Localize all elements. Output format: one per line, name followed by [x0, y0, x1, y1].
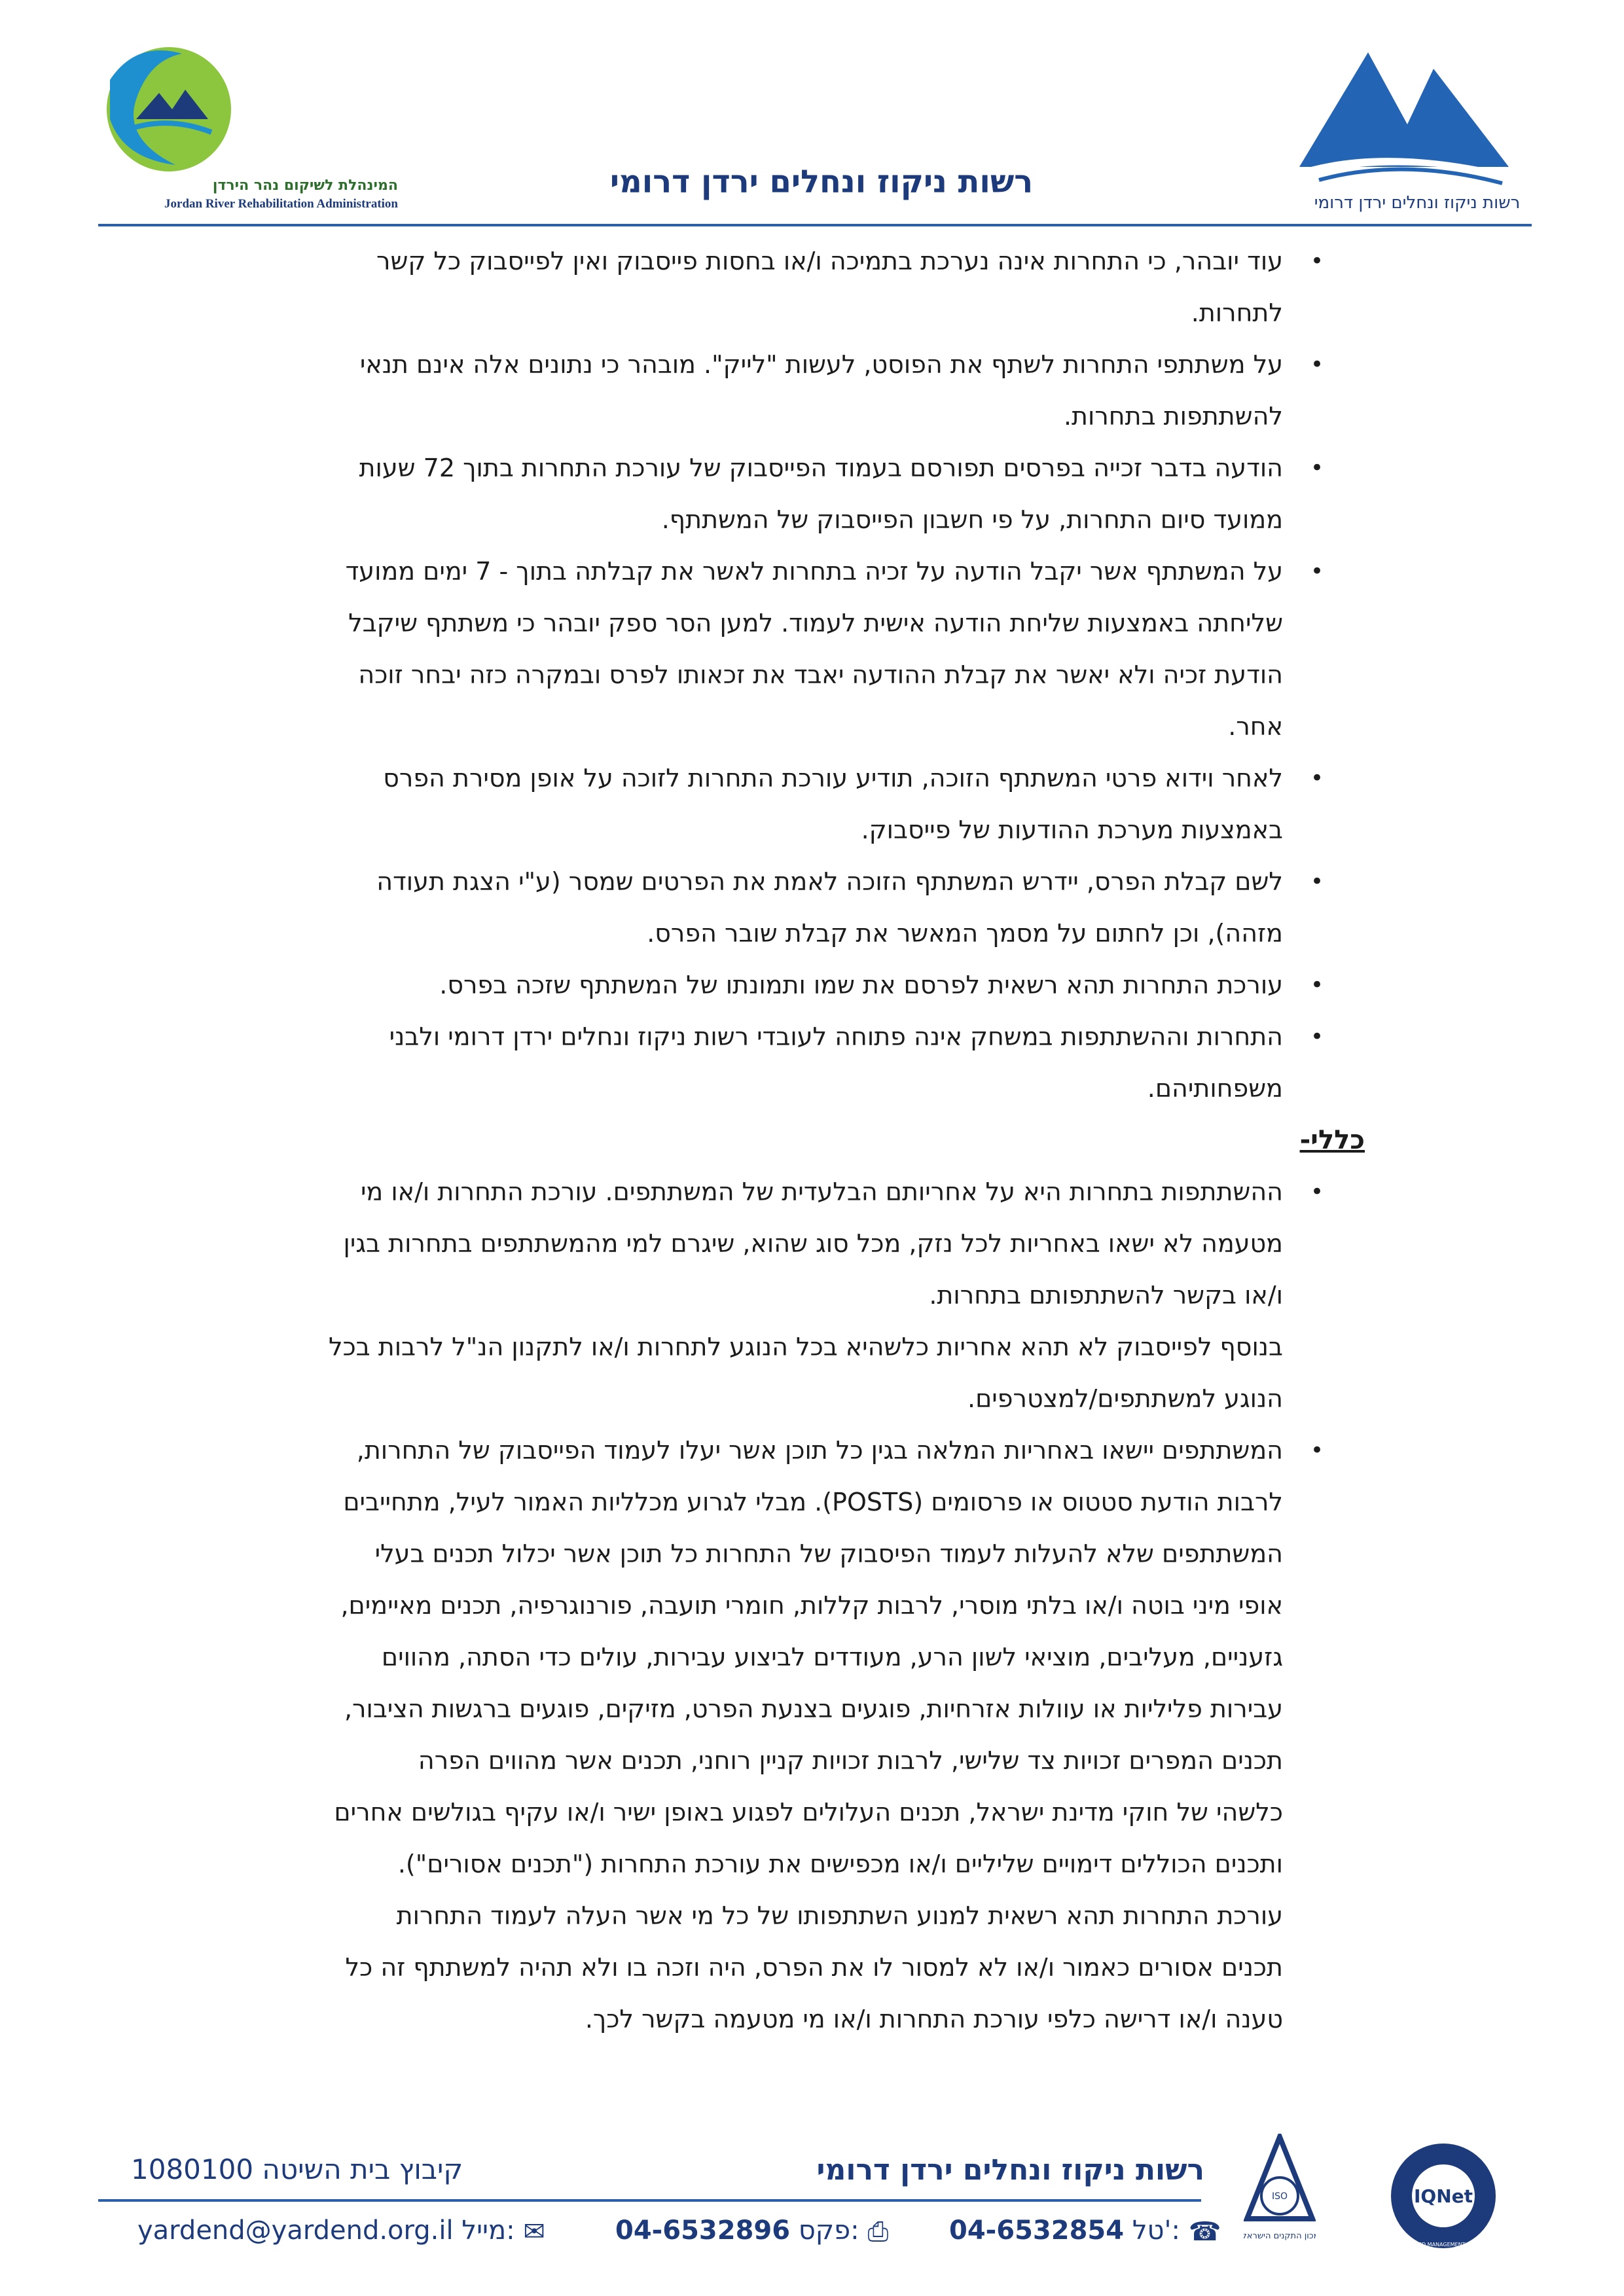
page-title: רשות ניקוז ונחלים ירדן דרומי	[609, 164, 1034, 200]
text-line: תכנים המפרים זכויות צד שלישי, לרבות זכויות קניין רוחני, תכנים אשר מהווים הפרה	[418, 1746, 1283, 1775]
text-line: הודעת זכיה ולא יאשר את קבלת ההודעה יאבד את זכאותו לפרס ובמקרה כזה יבחר זוכה	[358, 660, 1283, 689]
iqnet-badge	[1388, 2140, 1499, 2251]
text-line: שליחתה באמצעות שליחת הודעה אישית לעמוד. למען הסר ספק יובהר כי משתתף שיקבל	[348, 609, 1283, 637]
fax-icon: ⎙	[867, 2217, 889, 2247]
bullet-icon: •	[1310, 558, 1324, 584]
bullet-icon: •	[1310, 869, 1324, 895]
footer-org-name: רשות ניקוז ונחלים ירדן דרומי	[816, 2153, 1204, 2187]
fax-label: פקס:	[798, 2215, 859, 2246]
text-line: לשם קבלת הפרס, יידרש המשתתף הזוכה לאמת את הפרטים שמסר (ע"י הצגת תעודה	[376, 867, 1283, 896]
text-line: מזהה), וכן לחתום על מסמך המאשר את קבלת שובר הפרס.	[647, 919, 1283, 948]
mountains-icon	[1293, 46, 1542, 216]
text-line: התחרות וההשתתפות במשחק אינה פתוחה לעובדי רשות ניקוז ונחלים ירדן דרומי ולבני	[389, 1022, 1283, 1051]
text-line: מטעמה לא ישאו באחריות לכל נזק, מכל סוג שהוא, שיגרם למי מהמשתתפים בתחרות בגין	[343, 1229, 1283, 1258]
email-label: מייל:	[461, 2215, 515, 2246]
bullet-icon: •	[1310, 351, 1324, 378]
footer-address: קיבוץ בית השיטה 1080100	[131, 2153, 463, 2185]
rules-list	[249, 236, 1324, 1115]
phone-label: טל':	[1132, 2215, 1180, 2246]
text-line: הודעה בדבר זכייה בפרסים תפורסם בעמוד הפייסבוק של עורכת התחרות בתוך 72 שעות	[359, 454, 1283, 482]
bullet-icon: •	[1310, 248, 1324, 274]
jordan-river-logo	[97, 41, 405, 217]
list-item	[249, 546, 1324, 753]
document-body	[249, 236, 1365, 2068]
list-item	[249, 442, 1324, 546]
text-line: ההשתתפות בתחרות היא על אחריותם הבלעדית של המשתתפים. עורכת התחרות ו/או מי	[360, 1177, 1283, 1206]
svg-text:IQNet: IQNet	[1413, 2185, 1473, 2207]
section-heading: כללי-	[1299, 1125, 1365, 1155]
text-line: ו/או בקשר להשתתפותם בתחרות.	[929, 1281, 1283, 1310]
text-line: ממועד סיום התחרות, על פי חשבון הפייסבוק של המשתתף.	[661, 505, 1283, 534]
email-address[interactable]: yardend@yardend.org.il	[137, 2215, 454, 2246]
list-item	[249, 856, 1324, 960]
text-line: אופי מיני בוטה ו/או בלתי מוסרי, לרבות קללות, חומרי תועבה, פורנוגרפיה, תכנים מאיימים,	[340, 1591, 1283, 1620]
text-line: משפחותיהם.	[1147, 1074, 1283, 1103]
list-item	[249, 339, 1324, 442]
list-item	[249, 1425, 1324, 2045]
standards-institute-icon	[1244, 2134, 1316, 2251]
bullet-icon: •	[1310, 1179, 1324, 1205]
text-line: להשתתפות בתחרות.	[1063, 402, 1283, 431]
text-line: לתחרות.	[1191, 298, 1283, 327]
text-line: לרבות הודעת סטטוס או פרסומים (POSTS). מבלי לגרוע מכלליות האמור לעיל, מתחייבים	[343, 1488, 1283, 1516]
bullet-icon: •	[1310, 972, 1324, 998]
list-item	[249, 1166, 1324, 1425]
authority-logo-caption: רשות ניקוז ונחלים ירדן דרומי	[1314, 193, 1521, 213]
text-line: עוד יובהר, כי התחרות אינה נערכת בתמיכה ו/או בחסות פייסבוק ואין לפייסבוק כל קשר	[376, 247, 1283, 276]
svg-text:ISO: ISO	[1271, 2191, 1288, 2202]
footer-email	[137, 2215, 545, 2255]
text-line: על המשתתף אשר יקבל הודעה על זכיה בתחרות לאשר את קבלתה בתוך - 7 ימים ממועד	[345, 557, 1283, 586]
text-line: עבירות פליליות או עוולות אזרחיות, פוגעים בצנעת הפרט, מזיקים, פוגעים ברגשות הציבור,	[344, 1695, 1283, 1723]
envelope-icon: ✉	[523, 2217, 545, 2247]
text-line: עורכת התחרות תהא רשאית לפרסם את שמו ותמונתו של המשתתף שזכה בפרס.	[439, 971, 1283, 999]
footer-fax	[615, 2215, 888, 2255]
text-line: עורכת התחרות תהא רשאית למנוע השתתפותו של כל מי אשר העלה לעמוד התחרות	[396, 1901, 1283, 1930]
text-line: באמצעות מערכת ההודעות של פייסבוק.	[861, 816, 1283, 844]
jordan-logo-caption-he: המינהלת לשיקום נהר הירדן	[212, 177, 398, 194]
text-line: ותכנים הכוללים דימויים שליליים ו/או מכפישים את עורכת התחרות ("תכנים אסורים").	[397, 1850, 1283, 1878]
bullet-icon: •	[1310, 1024, 1324, 1050]
iqnet-badge-caption: CERTIFIED MANAGEMENT SYSTEM	[1399, 2242, 1488, 2248]
footer-divider	[98, 2199, 1201, 2202]
fax-number: 04-6532896	[615, 2215, 791, 2246]
text-line: גזעניים, מעליבים, מוציאי לשון הרע, מעודדים לביצוע עבירות, עולים כדי הסתה, מהווים	[381, 1643, 1283, 1672]
river-globe-icon	[97, 41, 405, 217]
phone-icon: ☎	[1188, 2217, 1221, 2247]
bullet-icon: •	[1310, 455, 1324, 481]
text-line: המשתתפים יישאו באחריות המלאה בגין כל תוכן אשר יעלו לעמוד הפייסבוק של התחרות,	[356, 1436, 1283, 1465]
iqnet-icon	[1388, 2140, 1499, 2251]
iso-badge	[1244, 2134, 1316, 2251]
list-item	[249, 960, 1324, 1011]
phone-number[interactable]: 04-6532854	[949, 2215, 1125, 2246]
list-item	[249, 236, 1324, 339]
text-line: בנוסף לפייסבוק לא תהא אחריות כלשהיא בכל הנוגע לתחרות ו/או לתקנון הנ"ל לרבות בכל	[328, 1333, 1283, 1361]
authority-logo	[1293, 46, 1542, 216]
text-line: על משתתפי התחרות לשתף את הפוסט, לעשות "לייק". מובהר כי נתונים אלה אינם תנאי	[359, 350, 1283, 379]
text-line: אחר.	[1228, 712, 1283, 741]
list-item	[249, 753, 1324, 856]
text-line: לאחר וידוא פרטי המשתתף הזוכה, תודיע עורכת התחרות לזוכה על אופן מסירת הפרס	[383, 764, 1283, 793]
footer-phone	[949, 2215, 1221, 2255]
text-line: הנוגע למשתתפים/למצטרפים.	[967, 1384, 1283, 1413]
bullet-icon: •	[1310, 1437, 1324, 1463]
text-line: המשתתפים שלא להעלות לעמוד הפיסבוק של התחרות כל תוכן אשר יכלול תכנים בעלי	[374, 1539, 1283, 1568]
bullet-icon: •	[1310, 765, 1324, 791]
jordan-logo-caption-en: Jordan River Rehabilitation Administration	[164, 197, 398, 211]
text-line: כלשהי של חוקי מדינת ישראל, תכנים העלולים לפגוע באופן ישיר ו/או עקיף בגולשים אחרים	[334, 1798, 1283, 1827]
text-line: טענה ו/או דרישה כלפי עורכת התחרות ו/או מי מטעמה בקשר לכך.	[585, 2005, 1283, 2034]
list-item	[249, 1011, 1324, 1115]
text-line: תכנים אסורים כאמור ו/או לא למסור לו את הפרס, היה וזכה בו ולא תהיה למשתתף זה כל	[345, 1953, 1283, 1982]
general-list	[249, 1166, 1324, 2045]
header-divider	[98, 224, 1532, 226]
iso-badge-caption: מכון התקנים הישראלי	[1244, 2231, 1316, 2241]
